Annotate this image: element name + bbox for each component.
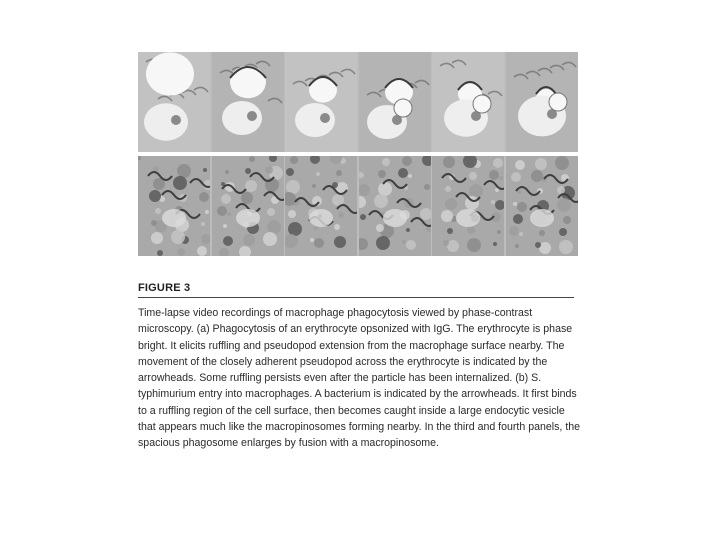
micrograph-image [212,156,284,256]
micrograph-row-b [138,156,578,256]
micrograph-panel-b-3 [285,156,357,256]
micrograph-image [285,156,357,256]
caption-rule [138,297,574,298]
figure-label: FIGURE 3 [138,282,191,294]
micrograph-panel-b-4 [359,156,431,256]
micrograph-panel-a-2 [212,52,284,152]
micrograph-panel-a-1 [138,52,210,152]
micrograph-image [359,52,431,152]
micrograph-image [506,52,578,152]
micrograph-figure [138,52,578,260]
micrograph-panel-a-6 [506,52,578,152]
micrograph-image [432,52,504,152]
micrograph-panel-b-1 [138,156,210,256]
micrograph-image [432,156,504,256]
micrograph-panel-a-4 [359,52,431,152]
micrograph-panel-b-2 [212,156,284,256]
micrograph-panel-b-6 [506,156,578,256]
micrograph-image [506,156,578,256]
micrograph-image [359,156,431,256]
micrograph-image [285,52,357,152]
micrograph-row-a [138,52,578,152]
micrograph-image [138,156,210,256]
micrograph-panel-a-5 [432,52,504,152]
micrograph-panel-a-3 [285,52,357,152]
micrograph-panel-b-5 [432,156,504,256]
figure-caption: Time-lapse video recordings of macrophage phagocytosis viewed by phase-contrast microscopy. (a) Phagocytosis of an erythrocyte opsonized with IgG. The erythrocyte is phase bright. It elicits ruffling and pseudopod extension from the macrophage surface nearby. The movement of the closely adherent pseudopod across the erythrocyte is indicated by the arrowheads. Some ruffling persists even after the particle has been internalized. (b) S. typhimurium entry into macrophages. A bacterium is indicated by the arrowheads. It first binds to a ruffling region of the cell surface, then becomes caught inside a large endocytic vesicle that appears much like the macropinosomes forming nearby. In the third and fourth panels, the spacious phagosome enlarges by fusion with a macropinosome. [138,307,581,450]
micrograph-image [138,52,210,152]
micrograph-image [212,52,284,152]
